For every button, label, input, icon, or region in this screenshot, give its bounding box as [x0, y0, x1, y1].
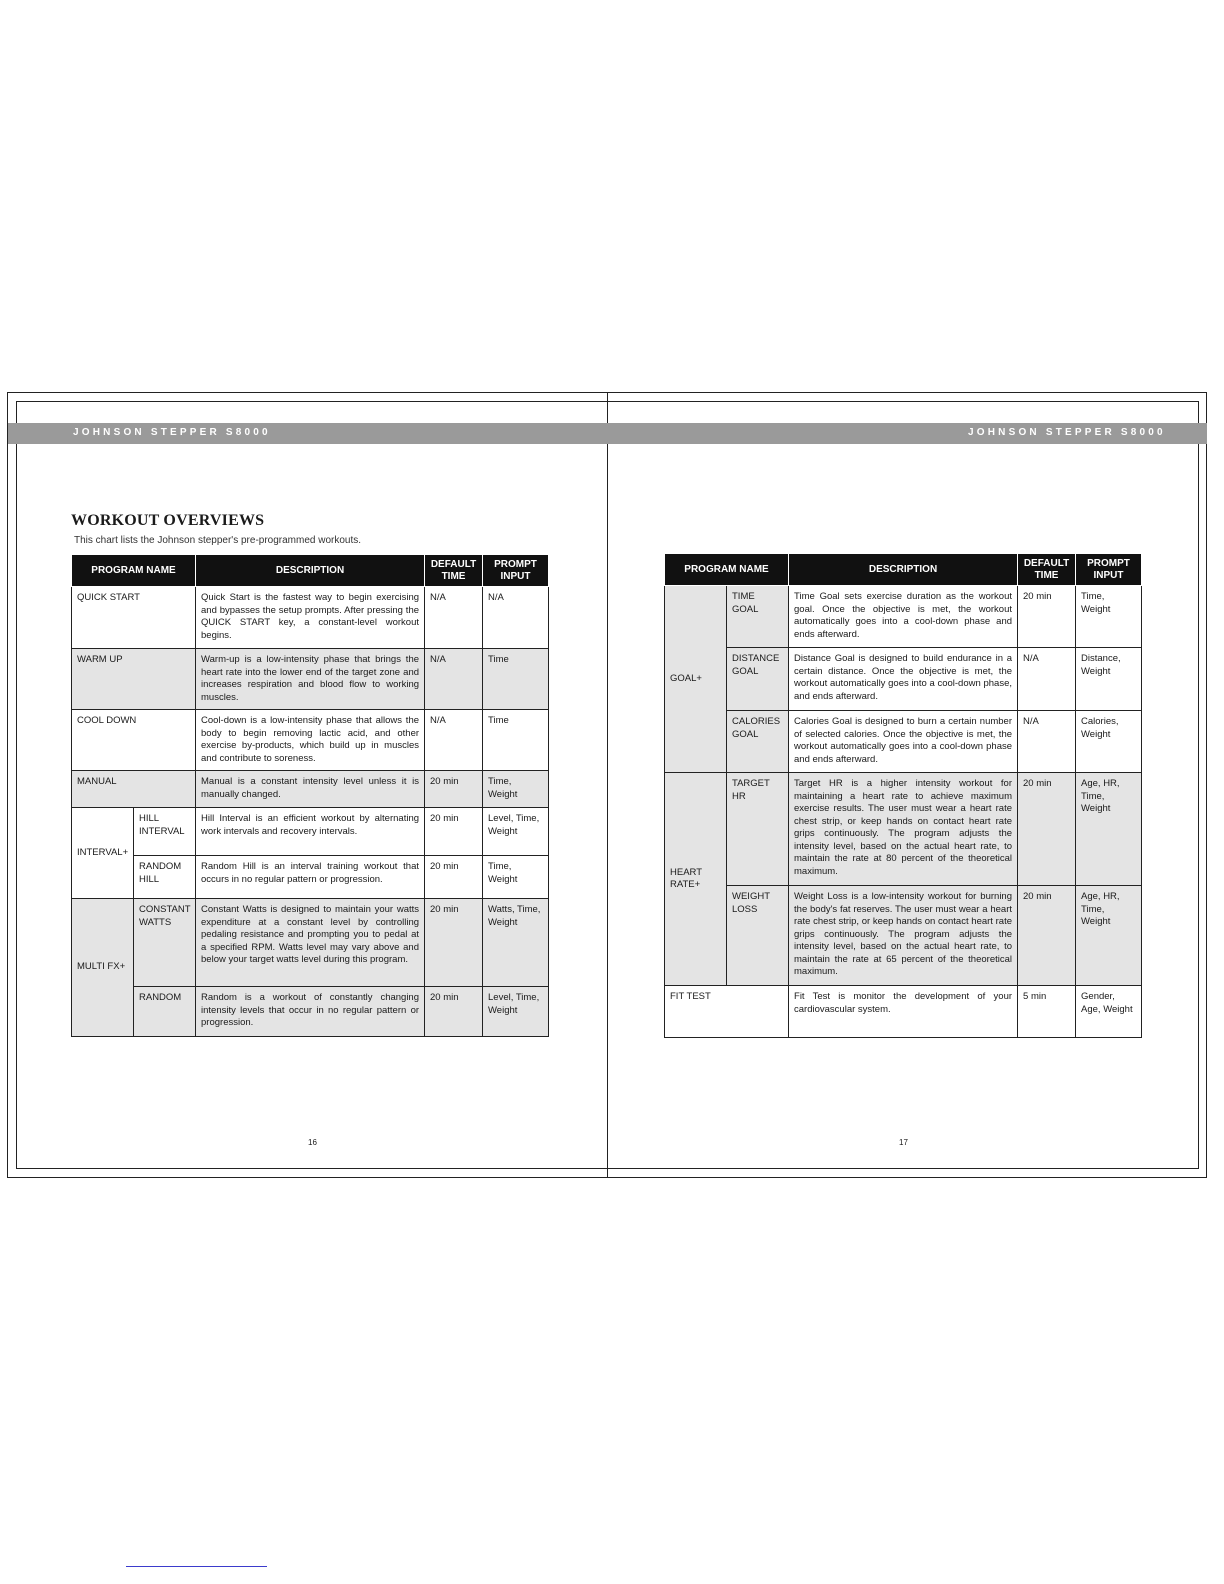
- program-description: Time Goal sets exercise duration as the workout goal. Once the objective is met, the workout automatically goes into a cool-down phase and ends afterward.: [789, 586, 1018, 648]
- program-description: Warm-up is a low-intensity phase that brings the heart rate into the lower end of the target zone and increases respiration and blood flow to working muscles.: [196, 649, 425, 710]
- program-name: TIME GOAL: [727, 586, 789, 648]
- prompt-input: Calories, Weight: [1076, 711, 1142, 773]
- program-description: Random is a workout of constantly changing intensity levels that occur in no regular pattern or progression.: [196, 987, 425, 1037]
- default-time: 20 min: [425, 987, 483, 1037]
- page-subtitle: This chart lists the Johnson stepper's pre-programmed workouts.: [74, 535, 362, 546]
- prompt-input: Time: [483, 710, 549, 771]
- footer-link-underline: [126, 1566, 267, 1567]
- default-time: 20 min: [425, 771, 483, 808]
- prompt-input: Level, Time, Weight: [483, 808, 549, 856]
- page-gutter: [607, 392, 608, 1178]
- col-description: DESCRIPTION: [196, 555, 425, 587]
- default-time: 20 min: [425, 899, 483, 987]
- table-row: [72, 587, 549, 649]
- table-header-row: [72, 555, 549, 587]
- page-number-right: 17: [899, 1138, 908, 1147]
- default-time: N/A: [1018, 711, 1076, 773]
- program-description: Cool-down is a low-intensity phase that allows the body to begin removing lactic acid, and other exercise by-products, which build up in muscles and contribute to soreness.: [196, 710, 425, 771]
- table-row: [72, 808, 549, 856]
- program-group: MULTI FX+: [72, 899, 134, 1037]
- workout-table-left: [71, 554, 549, 1037]
- prompt-input: Time, Weight: [1076, 586, 1142, 648]
- table-row: [665, 886, 1142, 986]
- program-name: RANDOM HILL: [134, 856, 196, 899]
- prompt-input: Time: [483, 649, 549, 710]
- program-description: Random Hill is an interval training workout that occurs in no regular pattern or progression.: [196, 856, 425, 899]
- program-name: DISTANCE GOAL: [727, 648, 789, 711]
- prompt-input: Time, Weight: [483, 856, 549, 899]
- col-description: DESCRIPTION: [789, 554, 1018, 586]
- default-time: N/A: [1018, 648, 1076, 711]
- table-row: [665, 586, 1142, 648]
- prompt-input: Watts, Time, Weight: [483, 899, 549, 987]
- table-row: [72, 649, 549, 710]
- program-name: CALORIES GOAL: [727, 711, 789, 773]
- program-description: Hill Interval is an efficient workout by alternating work intervals and recovery intervals.: [196, 808, 425, 856]
- program-name: TARGET HR: [727, 773, 789, 886]
- table-row: [665, 986, 1142, 1038]
- col-default-time: DEFAULT TIME: [1018, 554, 1076, 586]
- program-description: Weight Loss is a low-intensity workout for burning the body's fat reserves. The user must wear a heart rate chest strip, or keep hands on contact heart rate grips continuously. The program adjusts the intensity level, based on the actual heart rate, to maintain the rate at 65 percent of the theoretical maximum.: [789, 886, 1018, 986]
- prompt-input: Time, Weight: [483, 771, 549, 808]
- default-time: 5 min: [1018, 986, 1076, 1038]
- program-description: Fit Test is monitor the development of your cardiovascular system.: [789, 986, 1018, 1038]
- page-title: WORKOUT OVERVIEWS: [71, 512, 265, 529]
- prompt-input: Age, HR, Time, Weight: [1076, 886, 1142, 986]
- table-row: [72, 710, 549, 771]
- program-group: INTERVAL+: [72, 808, 134, 899]
- program-name: CONSTANT WATTS: [134, 899, 196, 987]
- default-time: N/A: [425, 649, 483, 710]
- default-time: 20 min: [425, 856, 483, 899]
- default-time: 20 min: [1018, 773, 1076, 886]
- col-program-name: PROGRAM NAME: [72, 555, 196, 587]
- table-row: [72, 856, 549, 899]
- prompt-input: N/A: [483, 587, 549, 649]
- col-prompt-input: PROMPT INPUT: [483, 555, 549, 587]
- program-description: Distance Goal is designed to build endurance in a certain distance. Once the objective is met, the workout automatically goes into a cool-down phase, and ends afterward.: [789, 648, 1018, 711]
- table-row: [72, 899, 549, 987]
- default-time: N/A: [425, 710, 483, 771]
- program-name: HILL INTERVAL: [134, 808, 196, 856]
- program-group: HEART RATE+: [665, 773, 727, 986]
- default-time: 20 min: [1018, 586, 1076, 648]
- table-row: [665, 773, 1142, 886]
- program-name: COOL DOWN: [72, 710, 196, 771]
- program-name: FIT TEST: [665, 986, 789, 1038]
- program-description: Constant Watts is designed to maintain your watts expenditure at a constant level by controlling pedaling resistance and prompting you to pedal at a specified RPM. Watts level may vary above and below your target watts level during this program.: [196, 899, 425, 987]
- program-description: Quick Start is the fastest way to begin exercising and bypasses the setup prompts. After pressing the QUICK START key, a constant-level workout begins.: [196, 587, 425, 649]
- prompt-input: Distance, Weight: [1076, 648, 1142, 711]
- program-description: Target HR is a higher intensity workout for maintaining a heart rate to achieve maximum exercise results. The user must wear a heart rate chest strip, or keep hands on contact heart rate grips continuously. The program adjusts the intensity level, based on the actual heart rate, to maintain the rate at 80 percent of the theoretical maximum.: [789, 773, 1018, 886]
- col-prompt-input: PROMPT INPUT: [1076, 554, 1142, 586]
- default-time: 20 min: [425, 808, 483, 856]
- program-name: RANDOM: [134, 987, 196, 1037]
- table-row: [665, 648, 1142, 711]
- program-description: Manual is a constant intensity level unless it is manually changed.: [196, 771, 425, 808]
- program-description: Calories Goal is designed to burn a certain number of selected calories. Once the objective is met, the workout automatically goes into a cool-down phase and ends afterward.: [789, 711, 1018, 773]
- program-name: MANUAL: [72, 771, 196, 808]
- prompt-input: Level, Time, Weight: [483, 987, 549, 1037]
- default-time: 20 min: [1018, 886, 1076, 986]
- workout-table-right: [664, 553, 1142, 1038]
- running-title-left: JOHNSON STEPPER S8000: [73, 427, 271, 438]
- prompt-input: Age, HR, Time, Weight: [1076, 773, 1142, 886]
- program-group: GOAL+: [665, 586, 727, 773]
- prompt-input: Gender, Age, Weight: [1076, 986, 1142, 1038]
- table-row: [72, 987, 549, 1037]
- table-row: [665, 711, 1142, 773]
- program-name: QUICK START: [72, 587, 196, 649]
- table-header-row: [665, 554, 1142, 586]
- running-title-right: JOHNSON STEPPER S8000: [968, 427, 1166, 438]
- page-number-left: 16: [308, 1138, 317, 1147]
- program-name: WARM UP: [72, 649, 196, 710]
- default-time: N/A: [425, 587, 483, 649]
- table-row: [72, 771, 549, 808]
- col-program-name: PROGRAM NAME: [665, 554, 789, 586]
- col-default-time: DEFAULT TIME: [425, 555, 483, 587]
- program-name: WEIGHT LOSS: [727, 886, 789, 986]
